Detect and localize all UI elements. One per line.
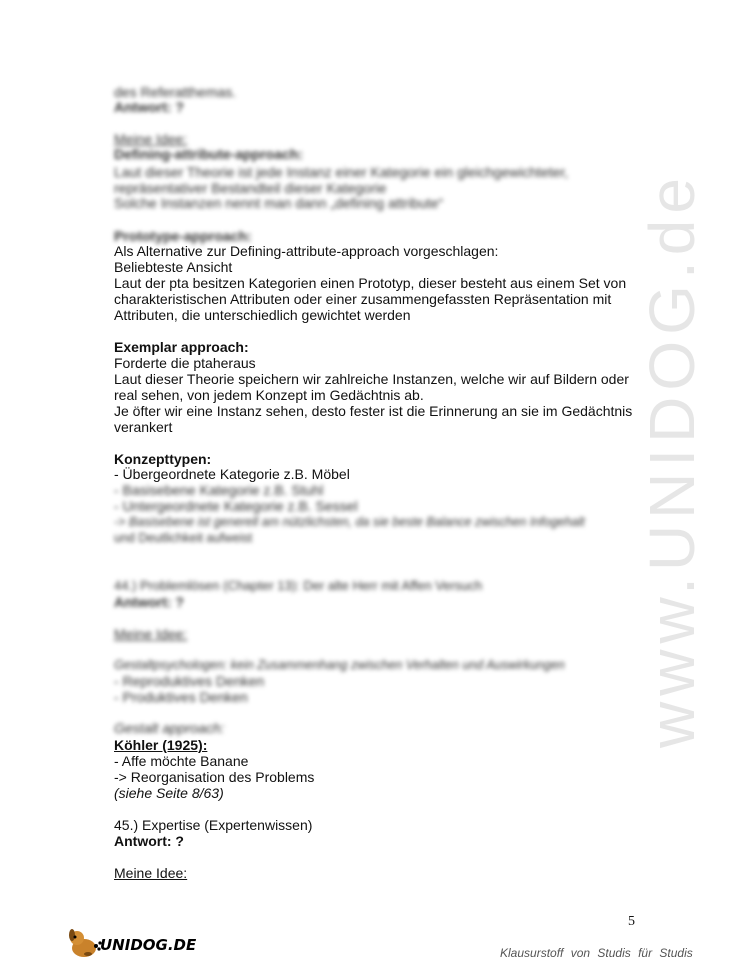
text-line: Beliebteste Ansicht <box>114 259 233 275</box>
list-item: - Übergeordnete Kategorie z.B. Möbel <box>114 466 350 482</box>
text-line: real sehen, von jedem Konzept im Gedächtnis ab. <box>114 387 424 403</box>
section-heading: Prototype-approach: <box>114 228 252 244</box>
question-heading: 45.) Expertise (Expertenwissen) <box>114 817 313 833</box>
text-line: charakteristischen Attributen oder einer zusammengefassten Repräsentation mit <box>114 291 612 307</box>
section-heading: Köhler (1925): <box>114 737 208 753</box>
answer-label: Antwort: ? <box>114 594 184 610</box>
text-line: Je öfter wir eine Instanz sehen, desto fester ist die Erinnerung an sie im Gedächtnis <box>114 403 633 419</box>
watermark <box>612 172 732 748</box>
list-item: - Reproduktives Denken <box>114 673 265 689</box>
text-line: Forderte die ptaheraus <box>114 355 256 371</box>
list-item: - Affe möchte Banane <box>114 753 249 769</box>
footer-tagline: Klausurstoff von Studis für Studis <box>500 946 693 960</box>
section-heading: Exemplar approach: <box>114 339 249 355</box>
list-item: -> Reorganisation des Problems <box>114 769 315 785</box>
text-line: Laut dieser Theorie speichern wir zahlreiche Instanzen, welche wir auf Bildern oder <box>114 371 629 387</box>
text-line: des Referatthemas. <box>114 84 237 100</box>
text-line: Als Alternative zur Defining-attribute-approach vorgeschlagen: <box>114 243 499 259</box>
list-item: - Basisebene Kategorie z.B. Stuhl <box>114 482 324 498</box>
text-line: verankert <box>114 419 173 435</box>
list-item: - Produktives Denken <box>114 689 248 705</box>
my-idea-heading: Meine Idee: <box>114 626 188 642</box>
section-heading: Konzepttypen: <box>114 451 212 467</box>
page-number: 5 <box>628 914 635 929</box>
text-line: (siehe Seite 8/63) <box>114 785 224 801</box>
text-line: Solche Instanzen nennt man dann „defining attribute“ <box>114 195 444 211</box>
text-line: Laut der pta besitzen Kategorien einen Prototyp, dieser besteht aus einem Set von <box>114 275 627 291</box>
my-idea-heading: Meine Idee: <box>114 865 188 881</box>
section-heading: Gestalt approach: <box>114 720 225 736</box>
logo-text: UNIDOG.DE <box>100 936 197 954</box>
text-line: Laut dieser Theorie ist jede Instanz einer Kategorie ein gleichgewichteter, <box>114 164 569 180</box>
my-idea-heading: Meine Idee: <box>114 131 188 147</box>
text-line: und Deutlichkeit aufweist <box>114 531 253 545</box>
question-heading: 44.) Problemlösen (Chapter 13): Der alte Herr mit Affen Versuch <box>114 578 483 593</box>
text-line: repräsentativer Bestandteil dieser Kategorie <box>114 180 387 196</box>
answer-label: Antwort: ? <box>114 833 184 849</box>
list-item: - Untergeordnete Kategorie z.B. Sessel <box>114 498 358 514</box>
unidog-logo <box>66 926 196 960</box>
watermark-text: www.UNIDOG.de <box>636 172 708 748</box>
text-line: Attributen, die unterschiedlich gewichtet werden <box>114 307 411 323</box>
text-line: -> Basisebene ist generell am nützlichsten, da sie beste Balance zwischen Infogehalt <box>114 515 585 529</box>
section-heading: Defining-attribute-approach: <box>114 146 303 162</box>
text-line: Gestaltpsychologen: kein Zusammenhang zwischen Verhalten und Auswirkungen <box>114 658 565 672</box>
answer-label: Antwort: ? <box>114 99 184 115</box>
